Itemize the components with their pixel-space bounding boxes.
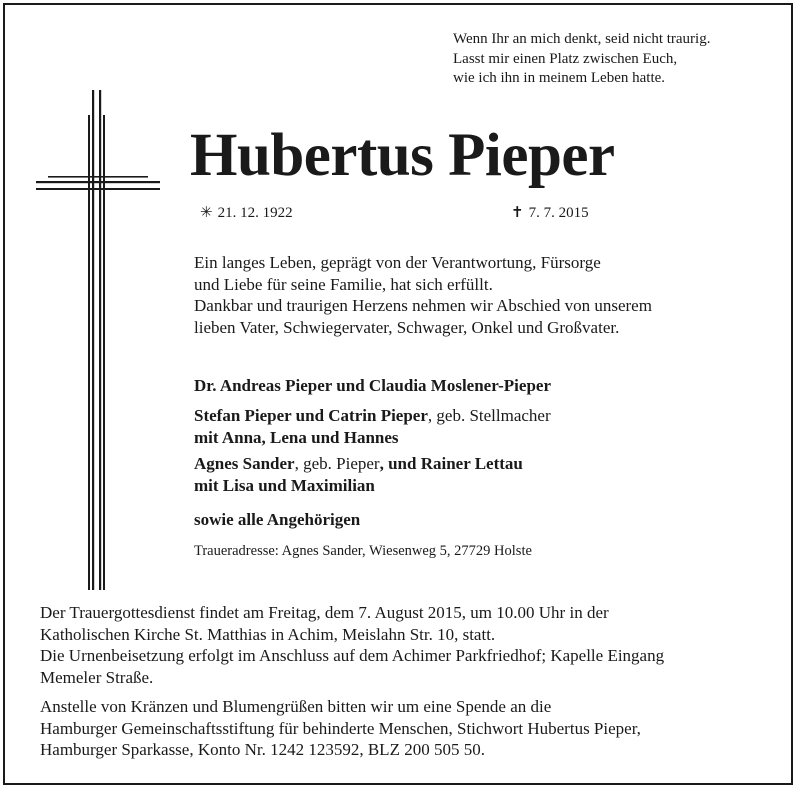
birth-date: 21. 12. 1922 xyxy=(217,205,293,221)
quote-line: Wenn Ihr an mich denkt, seid nicht traurig. xyxy=(453,31,711,47)
service-line: Katholischen Kirche St. Matthias in Achim, Meislahn Str. 10, statt. xyxy=(40,624,496,644)
mourner-line: sowie alle Angehörigen xyxy=(194,510,361,529)
tribute-line: und Liebe für seine Familie, hat sich erfüllt. xyxy=(194,274,493,294)
mourner-group xyxy=(194,405,551,448)
service-line: Die Urnenbeisetzung erfolgt im Anschluss auf dem Achimer Parkfriedhof; Kapelle Eingang xyxy=(40,646,665,666)
mourner-names: Stefan Pieper und Catrin Pieper xyxy=(194,406,428,425)
mourner-line xyxy=(194,453,523,475)
mourner-group xyxy=(194,509,360,531)
cross-small-icon: ✝ xyxy=(511,205,524,221)
tribute-text xyxy=(194,252,652,338)
quote-line: Lasst mir einen Platz zwischen Euch, xyxy=(453,50,678,67)
death-date: 7. 7. 2015 xyxy=(528,205,589,221)
service-info xyxy=(40,602,664,688)
maiden-name: , geb. Stellmacher xyxy=(427,406,551,425)
deceased-name: Hubertus Pieper xyxy=(190,122,615,189)
tribute-line: Dankbar und traurigen Herzens nehmen wir Abschied von unserem xyxy=(194,296,652,316)
mourner-line xyxy=(194,405,551,427)
birth-date-line xyxy=(200,203,293,223)
mourner-group xyxy=(194,375,551,397)
donation-line: Anstelle von Kränzen und Blumengrüßen bitten wir um eine Spende an die xyxy=(40,697,552,716)
donation-line: Hamburger Gemeinschaftsstiftung für behinderte Menschen, Stichwort Hubertus Pieper, xyxy=(40,718,641,738)
service-line: Memeler Straße. xyxy=(40,667,154,687)
mourner-partner: , und Rainer Lettau xyxy=(379,454,523,473)
donation-line: Hamburger Sparkasse, Konto Nr. 1242 123592, BLZ 200 505 50. xyxy=(40,740,485,760)
tribute-line: Ein langes Leben, geprägt von der Verantwortung, Fürsorge xyxy=(194,253,601,272)
memorial-quote xyxy=(453,30,710,89)
mourner-group xyxy=(194,453,523,496)
mourner-children: mit Lisa und Maximilian xyxy=(194,475,375,495)
cross-icon xyxy=(36,90,160,590)
mourner-children: mit Anna, Lena und Hannes xyxy=(194,427,399,447)
quote-line: wie ich ihn in meinem Leben hatte. xyxy=(453,70,666,86)
tribute-line: lieben Vater, Schwiegervater, Schwager, Onkel und Großvater. xyxy=(194,317,620,337)
maiden-name: , geb. Pieper xyxy=(294,454,380,473)
service-line: Der Trauergottesdienst findet am Freitag, dem 7. August 2015, um 10.00 Uhr in der xyxy=(40,603,609,622)
mourner-line: Dr. Andreas Pieper und Claudia Moslener-Pieper xyxy=(194,376,551,395)
donation-info xyxy=(40,696,641,761)
mourner-names: Agnes Sander xyxy=(194,454,295,473)
death-date-line xyxy=(511,203,589,223)
mourning-address: Traueradresse: Agnes Sander, Wiesenweg 5, 27729 Holste xyxy=(194,543,532,559)
star-icon: ✳ xyxy=(200,205,213,221)
